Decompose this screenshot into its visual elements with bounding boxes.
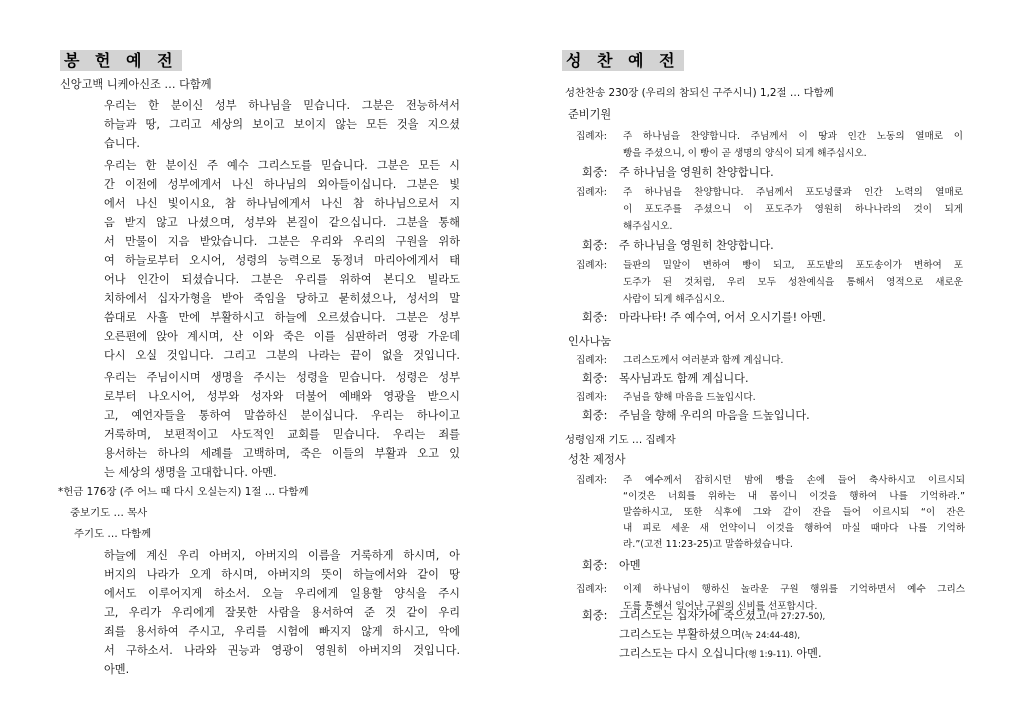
text-line: 아멘. bbox=[104, 663, 130, 676]
congregation-label: 회중: bbox=[582, 559, 608, 572]
lords-prayer-heading: 주기도 … 다함께 bbox=[74, 528, 152, 540]
response-text: 그리스도는 다시 오십니다 bbox=[619, 647, 745, 660]
text-line: 습니다. bbox=[104, 137, 140, 150]
text-line: 다시 오실 것입니다. 그리고 그분의 나라는 끝이 없을 것입니다. bbox=[104, 349, 460, 362]
text-line: 우리는 한 분이신 주 예수 그리스도를 믿습니다. 그분은 모든 시 bbox=[104, 159, 460, 172]
text-line: 어나 인간이 되셨습니다. 그분은 우리를 위하여 본디오 빌라도 bbox=[104, 273, 460, 286]
response-line bbox=[619, 609, 825, 624]
response-line bbox=[619, 628, 800, 643]
response-line: 주 하나님을 영원히 찬양합니다. bbox=[619, 166, 774, 179]
celebrant-label: 집례자: bbox=[576, 131, 608, 142]
text-line: 우리는 주님이시며 생명을 주시는 성령을 믿습니다. 성령은 성부 bbox=[104, 371, 460, 384]
text-line: 들판의 밀알이 변하여 빵이 되고, 포도밭의 포도송이가 변하여 포 bbox=[623, 260, 963, 271]
text-line: 도를 통해서 일어난 구원의 신비를 선포합시다. bbox=[623, 601, 818, 612]
preparation-prayer-heading: 준비기원 bbox=[568, 108, 612, 121]
text-line: 간 이전에 성부에게서 나신 하나님의 외아들이십니다. 그분은 빛 bbox=[104, 178, 460, 191]
response-text: 그리스도는 부활하셨으며 bbox=[619, 628, 742, 641]
text-line: 씀대로 사흘 만에 부활하시고 하늘에 오르셨습니다. 그분은 성부 bbox=[104, 311, 460, 324]
text-line: 고, 우리가 우리에게 잘못한 사람을 용서하여 준 것 같이 우리 bbox=[104, 606, 460, 619]
text-line: 사람이 되게 해주십시오. bbox=[623, 294, 725, 305]
celebrant-label: 집례자: bbox=[576, 584, 608, 595]
text-line: 도주가 된 것처럼, 우리 모두 성찬예식을 통해서 영적으로 새로운 bbox=[623, 277, 963, 288]
text-line: 버지의 나라가 오게 하시며, 아버지의 뜻이 하늘에서와 같이 땅 bbox=[104, 568, 460, 581]
response-text: 그리스도는 십자가에 죽으셨고 bbox=[619, 609, 767, 622]
celebrant-label: 집례자: bbox=[576, 260, 608, 271]
congregation-label: 회중: bbox=[582, 372, 608, 385]
celebrant-label: 집례자: bbox=[576, 392, 608, 403]
text-line: 주 하나님을 찬양합니다. 주님께서 이 땅과 인간 노동의 열매로 이 bbox=[623, 131, 963, 142]
response-line bbox=[619, 647, 822, 662]
communion-hymn: 성찬찬송 230장 (우리의 참되신 구주시니) 1,2절 … 다함께 bbox=[565, 87, 834, 99]
text-line: 주님을 향해 마음을 드높입시다. bbox=[623, 392, 756, 403]
text-line: 이 포도주를 주셨으니 이 포도주가 영원히 하나나라의 것이 되게 bbox=[623, 204, 963, 215]
text-line: 그리스도께서 여러분과 함께 계십니다. bbox=[623, 355, 784, 366]
section-title: 봉 헌 예 전 bbox=[60, 50, 182, 71]
congregation-label: 회중: bbox=[582, 166, 608, 179]
text-line: 빵을 주셨으니, 이 빵이 곧 생명의 양식이 되게 해주십시오. bbox=[623, 148, 867, 159]
text-line: “이것은 너희를 위하는 내 몸이니 이것을 행하여 나를 기억하라.” bbox=[623, 491, 965, 502]
text-line: 말씀하시고, 또한 식후에 그와 같이 잔을 들어 이르시되 “이 잔은 bbox=[623, 507, 965, 518]
text-line: 주 예수께서 잡히시던 밤에 빵을 손에 들어 축사하시고 이르시되 bbox=[623, 475, 965, 486]
text-line: 하늘과 땅, 그리고 세상의 보이고 보이지 않는 모든 것을 지으셨 bbox=[104, 118, 460, 131]
text-line: 치하에서 십자가형을 받아 죽임을 당하고 묻히셨으나, 성서의 말 bbox=[104, 292, 460, 305]
text-line: 음 받지 않고 나셨으며, 성부와 본질이 같으십니다. 그분을 통해 bbox=[104, 216, 460, 229]
text-line: 서 만물이 지음 받았습니다. 그분은 우리와 우리의 구원을 위하 bbox=[104, 235, 460, 248]
text-line: 이제 하나님이 행하신 놀라운 구원 행위를 기억하면서 예수 그리스 bbox=[623, 584, 965, 595]
scripture-reference: (행 1:9-11). bbox=[745, 650, 793, 660]
text-line: 거룩하며, 보편적이고 사도적인 교회를 믿습니다. 우리는 죄를 bbox=[104, 428, 460, 441]
text-line: 여 하늘로부터 오시어, 성령의 능력으로 동정녀 마리아에게서 태 bbox=[104, 254, 460, 267]
text-line: 오른편에 앉아 계시며, 산 이와 죽은 이를 심판하러 영광 가운데 bbox=[104, 330, 460, 343]
text-line: 우리는 한 분이신 성부 하나님을 믿습니다. 그분은 전능하셔서 bbox=[104, 99, 460, 112]
celebrant-label: 집례자: bbox=[576, 355, 608, 366]
text-line: 에서 나신 빛이시요, 참 하나님에게서 나신 참 하나님으로서 지 bbox=[104, 197, 460, 210]
congregation-label: 회중: bbox=[582, 409, 608, 422]
congregation-label: 회중: bbox=[582, 609, 608, 622]
celebrant-label: 집례자: bbox=[576, 475, 608, 486]
text-line: 고, 예언자들을 통하여 말씀하신 분이십니다. 우리는 하나이고 bbox=[104, 409, 460, 422]
response-line: 아멘 bbox=[619, 559, 641, 572]
creed-heading: 신앙고백 니케아신조 … 다함께 bbox=[60, 78, 212, 91]
response-line: 주 하나님을 영원히 찬양합니다. bbox=[619, 239, 774, 252]
text-line: 하늘에 계신 우리 아버지, 아버지의 이름을 거룩하게 하시며, 아 bbox=[104, 549, 460, 562]
section-title: 성 찬 예 전 bbox=[562, 50, 684, 71]
text-line: 라.”(고전 11:23-25)고 말씀하셨습니다. bbox=[623, 539, 793, 550]
scripture-reference: (눅 24:44-48), bbox=[741, 631, 801, 641]
text-line: 는 세상의 생명을 고대합니다. 아멘. bbox=[104, 466, 277, 479]
offering-hymn: *헌금 176장 (주 어느 때 다시 오실는지) 1절 … 다함께 bbox=[58, 486, 309, 498]
text-line: 내 피로 세운 새 언약이니 이것을 행하여 마실 때마다 나를 기억하 bbox=[623, 523, 965, 534]
amen-text: 아멘. bbox=[796, 647, 822, 660]
congregation-label: 회중: bbox=[582, 311, 608, 324]
response-line: 주님을 향해 우리의 마음을 드높입니다. bbox=[619, 409, 810, 422]
greeting-heading: 인사나눔 bbox=[568, 335, 612, 348]
text-line: 용서하는 하나의 세례를 고백하며, 죽은 이들의 부활과 오고 있 bbox=[104, 447, 460, 460]
epiclesis-heading: 성령임재 기도 … 집례자 bbox=[565, 434, 676, 446]
text-line: 죄를 용서하여 주시고, 우리를 시험에 빠지지 않게 하시고, 악에 bbox=[104, 625, 460, 638]
text-line: 주 하나님을 찬양합니다. 주님께서 포도넝쿨과 인간 노력의 열매로 bbox=[623, 187, 963, 198]
celebrant-label: 집례자: bbox=[576, 187, 608, 198]
text-line: 서 구하소서. 나라와 권능과 영광이 영원히 아버지의 것입니다. bbox=[104, 644, 460, 657]
congregation-label: 회중: bbox=[582, 239, 608, 252]
intercession-heading: 중보기도 … 목사 bbox=[70, 507, 148, 519]
response-line: 목사님과도 함께 계십니다. bbox=[619, 372, 749, 385]
text-line: 로부터 나오시어, 성부와 성자와 더불어 예배와 영광을 받으시 bbox=[104, 390, 460, 403]
text-line: 에서도 이루어지게 하소서. 오늘 우리에게 일용할 양식을 주시 bbox=[104, 587, 460, 600]
scripture-reference: (마 27:27-50), bbox=[766, 612, 826, 622]
response-line: 마라나타! 주 예수여, 어서 오시기를! 아멘. bbox=[619, 311, 826, 324]
institution-heading: 성찬 제정사 bbox=[568, 453, 626, 466]
text-line: 해주십시오. bbox=[623, 221, 673, 232]
